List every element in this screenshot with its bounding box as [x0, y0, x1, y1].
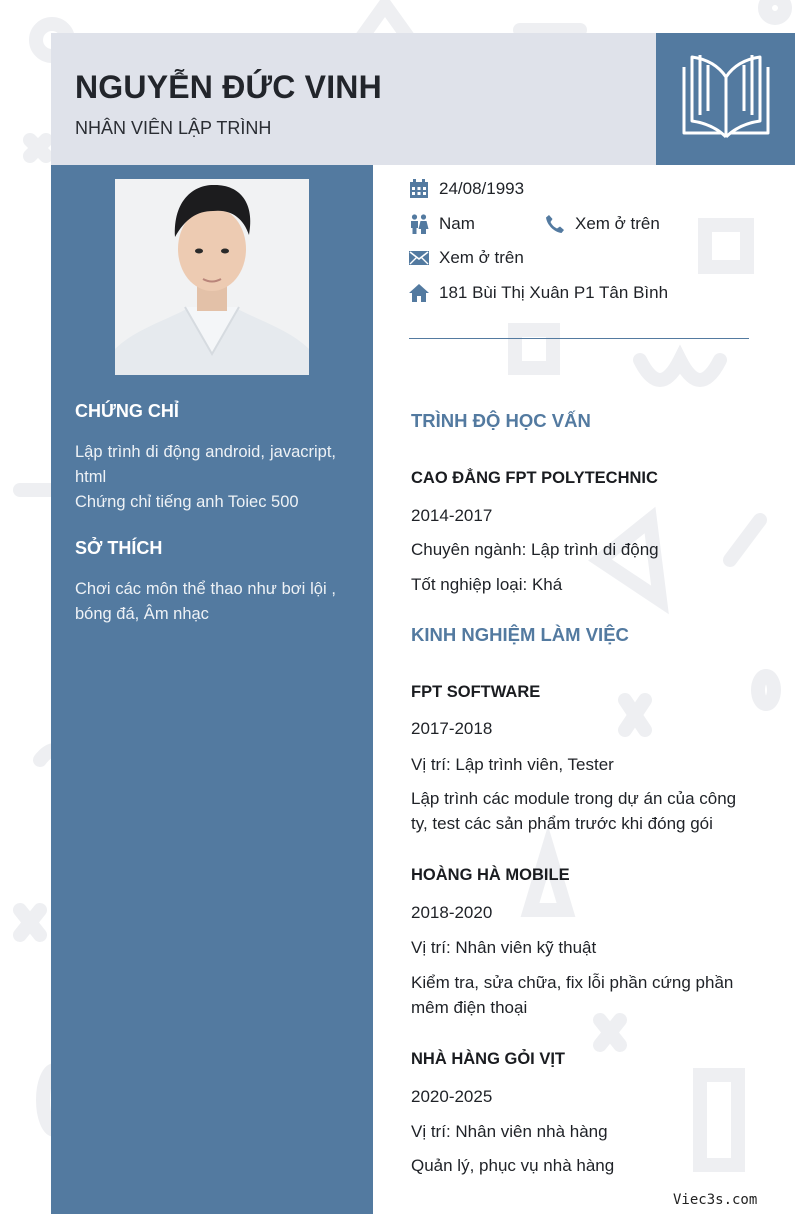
education-period: 2014-2017	[411, 506, 493, 525]
site-watermark[interactable]: Viec3s.com	[673, 1192, 758, 1208]
school-name: CAO ĐẲNG FPT POLYTECHNIC	[411, 469, 658, 487]
home-icon	[409, 283, 429, 303]
candidate-name: NGUYỄN ĐỨC VINH	[75, 69, 382, 105]
logo-box	[656, 33, 795, 165]
company-name: HOÀNG HÀ MOBILE	[411, 866, 570, 884]
address-row	[409, 283, 668, 303]
certificate-item: Chứng chỉ tiếng anh Toiec 500	[75, 493, 299, 511]
sidebar	[51, 165, 373, 1214]
mail-icon	[409, 248, 429, 268]
hobbies-heading: SỞ THÍCH	[75, 538, 163, 558]
birthday-row	[409, 179, 524, 199]
profile-photo	[115, 179, 309, 375]
company-name: FPT SOFTWARE	[411, 683, 541, 701]
job-period: 2020-2025	[411, 1087, 493, 1106]
address-value: 181 Bùi Thị Xuân P1 Tân Bình	[439, 283, 669, 302]
header-banner	[51, 33, 656, 165]
gender-value: Nam	[439, 214, 475, 233]
hobbies-text: Chơi các môn thể thao như bơi lội , bóng đá, Âm nhạc	[75, 580, 336, 623]
calendar-icon	[409, 179, 429, 199]
open-book-icon	[678, 51, 774, 143]
job-position: Vị trí: Lập trình viên, Tester	[411, 755, 614, 774]
job-description: Kiểm tra, sửa chữa, fix lỗi phần cứng phần mêm điện thoại	[411, 973, 734, 1017]
gender-row	[409, 214, 475, 234]
phone-row	[545, 214, 660, 234]
certificates-heading: CHỨNG CHỈ	[75, 401, 179, 421]
experience-heading: KINH NGHIỆM LÀM VIỆC	[411, 624, 629, 645]
job-description: Lập trình các module trong dự án của công ty, test các sản phẩm trước khi đóng gói	[411, 789, 737, 833]
email-row	[409, 248, 524, 268]
company-name: NHÀ HÀNG GỎI VỊT	[411, 1050, 566, 1068]
phone-value: Xem ở trên	[575, 214, 660, 233]
job-title: NHÂN VIÊN LẬP TRÌNH	[75, 118, 272, 138]
job-period: 2017-2018	[411, 719, 493, 738]
divider	[409, 338, 749, 339]
job-position: Vị trí: Nhân viên nhà hàng	[411, 1122, 608, 1141]
job-description: Quản lý, phục vụ nhà hàng	[411, 1156, 615, 1175]
birthday-value: 24/08/1993	[439, 179, 525, 198]
job-position: Vị trí: Nhân viên kỹ thuật	[411, 938, 597, 957]
education-grade: Tốt nghiệp loại: Khá	[411, 575, 563, 594]
education-heading: TRÌNH ĐỘ HỌC VẤN	[411, 410, 591, 431]
gender-icon	[409, 214, 429, 234]
email-value: Xem ở trên	[439, 248, 524, 267]
certificate-item: Lập trình di động android, javacript, html	[75, 443, 336, 486]
job-period: 2018-2020	[411, 903, 493, 922]
phone-icon	[545, 214, 565, 234]
education-major: Chuyên ngành: Lập trình di động	[411, 540, 659, 559]
